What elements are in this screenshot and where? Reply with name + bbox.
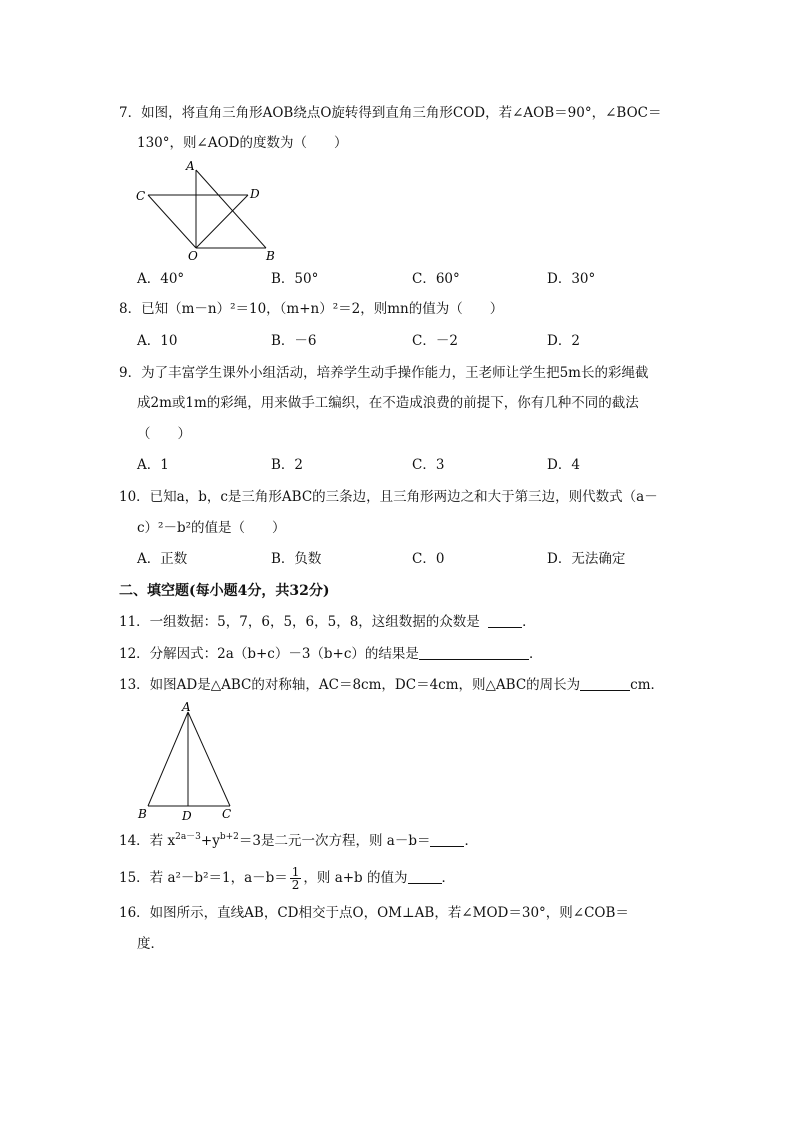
q7-label-b: B — [266, 249, 275, 262]
q7-option-b: B．50° — [271, 271, 319, 287]
q15-fraction-numerator: 1 — [291, 865, 300, 879]
q15-line — [119, 866, 455, 891]
q8-text: 8．已知（m－n）²＝10，（m+n）²＝2，则mn的值为（ ） — [119, 301, 504, 317]
q7-label-c: C — [136, 189, 146, 203]
q15-period: ． — [441, 870, 455, 886]
q8-option-a: A．10 — [137, 333, 178, 349]
q15-answer-blank[interactable] — [408, 869, 442, 884]
q14-line — [119, 832, 478, 850]
q14-answer-blank[interactable] — [430, 832, 464, 847]
q14-exponent-y: b+2 — [219, 832, 239, 842]
q14-prefix: 14．若 x — [119, 833, 176, 849]
q11-line — [119, 613, 536, 631]
q13-label-a: A — [182, 700, 191, 714]
q12-period: ． — [528, 646, 543, 662]
q16-line-1: 16．如图所示，直线AB，CD相交于点O，OM⊥AB，若∠MOD＝30°，则∠COB＝ — [119, 905, 629, 921]
q13-line — [119, 676, 664, 694]
q13-label-d: D — [182, 809, 192, 823]
q15-fraction — [290, 866, 302, 891]
q13-figure — [134, 700, 244, 824]
q7-line-oc — [148, 195, 196, 248]
q9-option-d: D．4 — [547, 457, 580, 473]
q12-line — [119, 645, 542, 663]
q15-suffix: ，则 a+b 的值为 — [303, 870, 408, 886]
q13-line-ab — [148, 712, 188, 806]
q9-option-a: A．1 — [137, 457, 169, 473]
q9-line-1: 9．为了丰富学生课外小组活动，培养学生动手操作能力，王老师让学生把5m长的彩绳截 — [119, 365, 649, 381]
q13-label-b: B — [138, 807, 147, 821]
q7-line-od — [196, 195, 248, 248]
q7-label-o: O — [188, 249, 198, 262]
q13-text: 13．如图AD是△ABC的对称轴，AC＝8cm，DC＝4cm，则△ABC的周长为 — [119, 677, 581, 693]
q14-mid: +y — [200, 833, 220, 849]
q7-option-c: C．60° — [412, 271, 460, 287]
q9-line-2: 成2m或1m的彩绳，用来做手工编织，在不造成浪费的前提下，你有几种不同的截法 — [137, 395, 639, 411]
q10-option-a: A．正数 — [137, 551, 188, 567]
q8-option-c: C．－2 — [412, 333, 458, 349]
q11-period: ． — [522, 614, 536, 630]
q7-line-ab — [196, 170, 266, 248]
q7-option-d: D．30° — [547, 271, 596, 287]
q13-unit: cm． — [630, 677, 665, 693]
q13-label-c: C — [222, 807, 232, 821]
q13-line-ac — [188, 712, 230, 806]
q15-fraction-denominator: 2 — [291, 878, 300, 892]
q11-text: 11．一组数据：5，7，6，5，6，5，8，这组数据的众数是 — [119, 614, 480, 630]
q14-suffix: ＝3是二元一次方程，则 a－b＝ — [238, 833, 431, 849]
q14-exponent-x: 2a－3 — [175, 832, 201, 842]
q10-option-c: C．0 — [412, 551, 445, 567]
q10-option-b: B．负数 — [271, 551, 322, 567]
q11-answer-blank[interactable] — [488, 613, 522, 628]
q9-option-b: B．2 — [271, 457, 304, 473]
q7-line-1: 7．如图，将直角三角形AOB绕点O旋转得到直角三角形COD，若∠AOB＝90°，∠BOC＝ — [119, 105, 662, 121]
q16-line-2: 度． — [137, 936, 164, 952]
q7-figure — [134, 158, 284, 262]
q13-answer-blank[interactable] — [580, 676, 630, 691]
q8-option-d: D．2 — [547, 333, 580, 349]
q12-answer-blank[interactable] — [419, 645, 529, 660]
q8-option-b: B．－6 — [271, 333, 317, 349]
q7-line-2: 130°，则∠AOD的度数为（ ） — [137, 135, 348, 151]
q9-option-c: C．3 — [412, 457, 445, 473]
q7-option-a: A．40° — [137, 271, 185, 287]
q12-text: 12．分解因式：2a（b+c）－3（b+c）的结果是 — [119, 646, 419, 662]
q7-label-a: A — [186, 159, 195, 173]
section-heading-fill-in: 二、填空题(每小题4分，共32分) — [119, 583, 330, 599]
q14-period: ． — [464, 833, 478, 849]
q10-option-d: D．无法确定 — [547, 551, 626, 567]
q10-line-2: c）²－b²的值是（ ） — [137, 520, 286, 536]
q7-label-d: D — [250, 187, 260, 201]
q15-prefix: 15．若 a²－b²＝1，a－b＝ — [119, 870, 288, 886]
q10-line-1: 10．已知a，b，c是三角形ABC的三条边，且三角形两边之和大于第三边，则代数式（a－ — [119, 489, 658, 505]
q9-line-3: （ ） — [137, 426, 191, 442]
